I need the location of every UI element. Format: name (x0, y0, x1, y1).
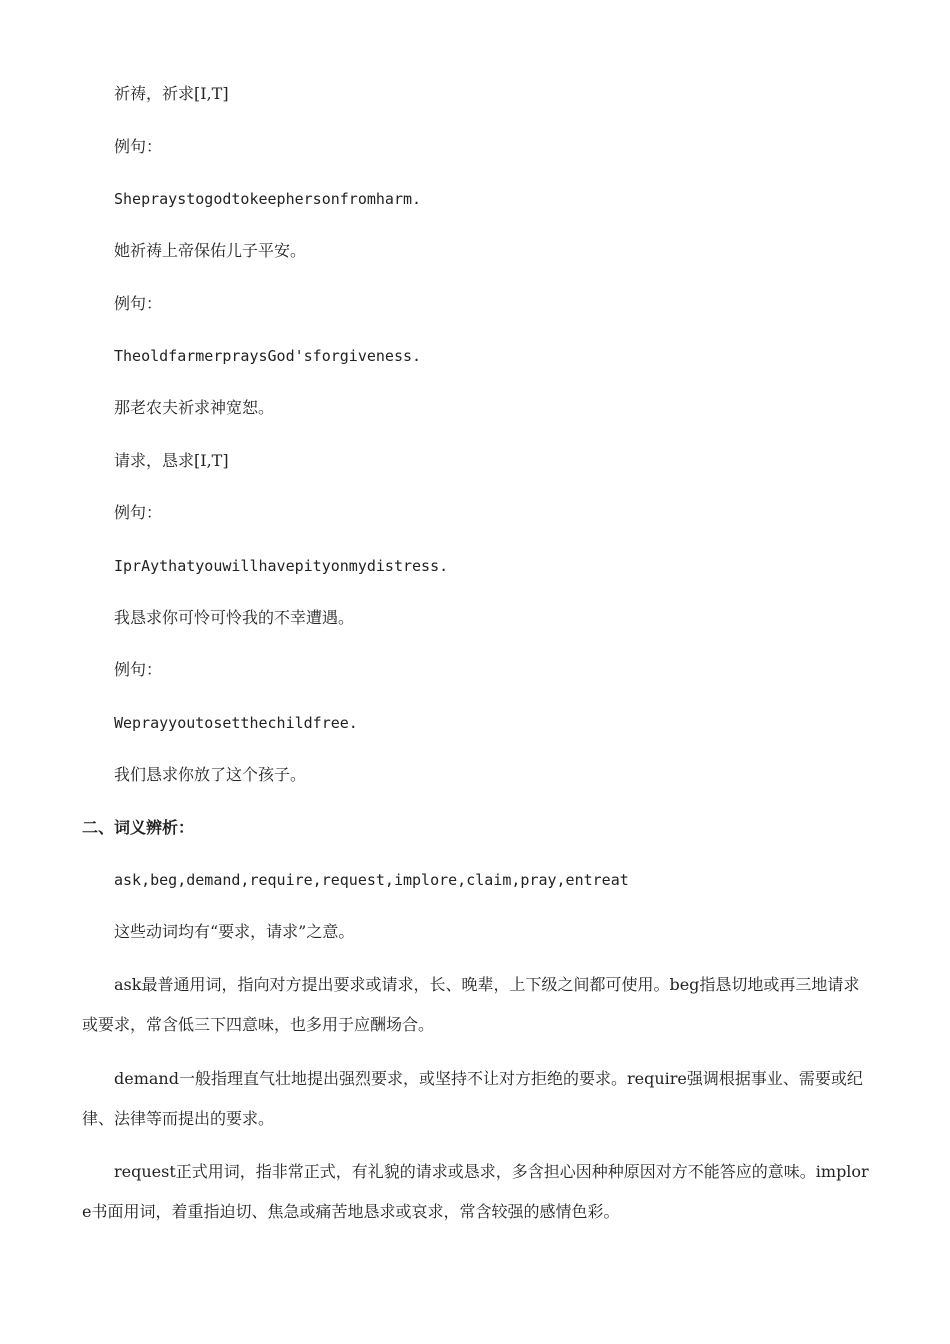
example-label: 例句： (114, 294, 163, 313)
example-sentence-zh: 我恳求你可怜可怜我的不幸遭遇。 (114, 608, 355, 627)
example-sentence-en: IprAythatyouwillhavepityonmydistress. (114, 557, 449, 575)
paragraph-demand-require: demand一般指理直气壮地提出强烈要求，或坚持不让对方拒绝的要求。require强调根据事业、需要或纪律、法律等而提出的要求。 (82, 1069, 863, 1128)
sense-heading-pray: 祈祷，祈求[I,T] (114, 84, 229, 103)
sense-heading-request: 请求，恳求[I,T] (114, 451, 229, 470)
example-sentence-zh: 我们恳求你放了这个孩子。 (114, 765, 307, 784)
example-sentence-en: Weprayyoutosetthechildfree. (114, 714, 358, 732)
paragraph-request-implore: request正式用词，指非常正式，有礼貌的请求或恳求，多含担心因种种原因对方不能答应的意味。implore书面用词，着重指迫切、焦急或痛苦地恳求或哀求，常含较强的感情色彩。 (82, 1162, 869, 1221)
example-label: 例句： (114, 660, 163, 679)
section-intro: 这些动词均有“要求，请求”之意。 (114, 922, 355, 941)
example-sentence-zh: 她祈祷上帝保佑儿子平安。 (114, 241, 307, 260)
example-sentence-zh: 那老农夫祈求神宽恕。 (114, 398, 275, 417)
synonym-word-list: ask,beg,demand,require,request,implore,claim,pray,entreat (114, 871, 629, 889)
example-label: 例句： (114, 137, 163, 156)
section-heading: 二、词义辨析： (82, 818, 195, 837)
example-sentence-en: TheoldfarmerpraysGod'sforgiveness. (114, 347, 422, 365)
example-label: 例句： (114, 503, 163, 522)
paragraph-ask-beg: ask最普通用词，指向对方提出要求或请求，长、晚辈，上下级之间都可使用。beg指恳切地或再三地请求或要求，常含低三下四意味，也多用于应酬场合。 (82, 975, 860, 1034)
example-sentence-en: Shepraystogodtokeephersonfromharm. (114, 190, 422, 208)
